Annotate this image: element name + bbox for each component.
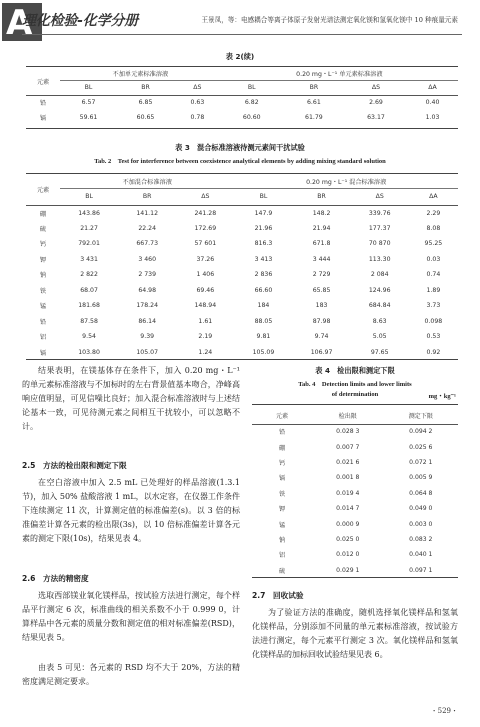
value-cell: 69.46 [196, 286, 215, 294]
paragraph-results: 结果表明，在镁基体存在条件下，加入 0.20 mg・L⁻¹ 的单元素标准溶液与不加标时的左右背景值基本吻合，净峰高响应值明显，可见信噪比良好；加入混合标准溶液时与上述结论基本一致，可见待测元素之间相互干扰较小，可以忽略不计。 [22, 366, 240, 431]
value-cell: 9.81 [256, 333, 271, 341]
value-cell: 3 431 [80, 255, 98, 263]
table2-caption: 表 2(续) [225, 52, 255, 61]
table-row [26, 283, 458, 299]
value-cell: 0.028 3 [336, 428, 360, 436]
value-cell: 143.86 [78, 209, 100, 217]
value-cell: 3 413 [254, 255, 273, 263]
value-cell: 8.63 [372, 317, 387, 325]
value-cell: 0.019 4 [336, 489, 360, 497]
table3-element-header: 元素 [36, 187, 50, 195]
table3-subheader: BR [317, 193, 326, 200]
table2-group2: 0.20 mg・L⁻¹ 单元素标准溶液 [221, 68, 458, 80]
value-cell: 147.9 [254, 209, 273, 217]
value-cell: 792.01 [78, 240, 100, 248]
value-cell: 37.26 [196, 255, 215, 263]
value-cell: 671.8 [312, 240, 331, 248]
table2 [26, 68, 458, 125]
element-cell: 铝 [278, 552, 286, 560]
table2-subheader: ΔA [428, 84, 437, 91]
element-cell: 锰 [39, 303, 47, 311]
table-row [252, 516, 458, 531]
table-row [252, 501, 458, 516]
table-row: 镉 59.61 60.65 0.78 60.60 61.79 63.17 1.03 [39, 114, 440, 122]
table3-bottom-rule [26, 359, 458, 360]
value-cell: 0.097 1 [409, 566, 433, 574]
journal-name: 理化检验-化学分册 [22, 13, 139, 29]
value-cell: 2 084 [370, 271, 389, 279]
table-row [26, 205, 458, 221]
table2-bottom-rule [26, 128, 458, 129]
table-row [252, 486, 458, 501]
table3-subheader: BL [259, 193, 268, 200]
value-cell: 0.92 [426, 348, 441, 356]
element-cell: 锰 [278, 521, 286, 529]
table-row [26, 329, 458, 345]
table3-body [26, 205, 458, 360]
value-cell: 2.19 [198, 333, 213, 341]
value-cell: 68.07 [80, 286, 98, 294]
value-cell: 816.3 [254, 240, 273, 248]
element-cell: 铁 [278, 490, 286, 498]
value-cell: 106.97 [310, 348, 333, 356]
value-cell: 2 836 [254, 271, 273, 279]
element-cell: 镉 [278, 475, 286, 483]
element-cell: 硼 [278, 444, 286, 452]
value-cell: 181.68 [78, 302, 100, 310]
section-heading-2-5: 2.5 方法的检出限和测定下限 [22, 461, 127, 470]
table3-top-rule [26, 173, 458, 174]
table3-subheader: ΔA [429, 193, 438, 200]
element-cell: 钠 [278, 536, 286, 544]
table-row [252, 547, 458, 562]
table4-header-ll: 测定下限 [408, 412, 433, 420]
value-cell: 113.30 [368, 255, 391, 263]
element-cell: 硼 [39, 210, 47, 218]
value-cell: 9.39 [140, 333, 155, 341]
value-cell: 22.24 [138, 224, 157, 232]
table4-caption-en2: of determination [331, 391, 379, 398]
value-cell: 178.24 [136, 302, 159, 310]
element-cell: 铁 [39, 287, 47, 295]
element-cell: 硫 [278, 567, 286, 575]
element-cell: 铝 [39, 334, 47, 342]
value-cell: 2 729 [312, 271, 331, 279]
table4 [252, 407, 458, 578]
value-cell: 0.029 1 [336, 566, 360, 574]
table-row [26, 267, 458, 283]
value-cell: 95.25 [424, 240, 443, 248]
value-cell: 0.53 [426, 333, 441, 341]
svg-text:A: A [6, 3, 33, 41]
table-row: 铅 6.57 6.85 0.63 6.82 6.61 2.69 0.40 [39, 99, 440, 108]
table4-top-rule [252, 404, 458, 405]
value-cell: 2.29 [426, 209, 441, 217]
value-cell: 66.60 [254, 286, 273, 294]
value-cell: 3 444 [312, 255, 331, 263]
value-cell: 184 [257, 302, 270, 310]
table4-header-dl: 检出限 [338, 412, 357, 420]
element-cell: 铅 [39, 318, 47, 326]
value-cell: 88.05 [254, 317, 273, 325]
table3-subheader: ΔS [375, 193, 384, 200]
table-row [26, 252, 458, 268]
table-row [252, 563, 458, 578]
table3-subheader: ΔS [201, 193, 210, 200]
value-cell: 241.28 [194, 209, 217, 217]
table4-header-element: 元素 [275, 412, 289, 420]
element-cell: 铅 [278, 429, 286, 437]
value-cell: 1.24 [198, 348, 213, 356]
table2-subheader: BR [309, 84, 319, 91]
value-cell: 21.96 [254, 224, 273, 232]
value-cell: 87.98 [312, 317, 331, 325]
running-title: 王景凤，等：电感耦合等离子体原子发射光谱法测定氧化镁和氢氧化镁中 10 种痕量元素 [201, 16, 458, 24]
table4-bottom-rule [252, 577, 458, 578]
table2-subheader: ΔS [193, 84, 202, 91]
value-cell: 148.2 [312, 209, 331, 217]
paragraph-precision: 选取西部镁业氧化镁样品，按试验方法进行测定，每个样品平行测定 6 次，标准曲线的相关系数不小于 0.999 0，计算样品中各元素的质量分数和测定值的相对标准偏差(RSD)，结果见表 5。 [22, 591, 240, 642]
value-cell: 9.54 [82, 333, 96, 341]
value-cell: 57 601 [194, 240, 217, 248]
section-heading-2-6: 2.6 方法的精密度 [22, 574, 89, 583]
value-cell: 684.84 [368, 302, 391, 310]
value-cell: 0.005 9 [409, 474, 433, 482]
value-cell: 0.007 7 [336, 443, 360, 451]
table2-element-header: 元素 [36, 78, 50, 86]
table-row [252, 439, 458, 454]
value-cell: 65.85 [312, 286, 331, 294]
value-cell: 97.65 [370, 348, 389, 356]
value-cell: 172.69 [194, 224, 217, 232]
paragraph-detection: 在空白溶液中加入 2.5 mL 已处理好的样品溶液(1.3.1 节)，加入 50% 盐酸溶液 1 mL，以水定容，在仪器工作条件下连续测定 11 次，计算测定值的标准偏差(s)。以 3 倍的标准偏差计算各元素的检出限(3s)，以 10 倍标准偏差计算各元素的测定下限(10s)，结果见表 4。 [22, 478, 240, 543]
header-rule [22, 34, 462, 35]
value-cell: 0.012 0 [336, 551, 360, 559]
table4-caption-en1: Tab. 4 Detection limits and lower limits [298, 381, 412, 388]
value-cell: 103.80 [78, 348, 100, 356]
value-cell: 177.37 [368, 224, 391, 232]
table-row [252, 532, 458, 547]
value-cell: 70 870 [368, 240, 391, 248]
table3-group1: 不加混合标准溶液 [60, 175, 234, 188]
value-cell: 0.025 6 [409, 443, 433, 451]
table4-unit: mg・kg⁻¹ [428, 393, 456, 400]
paragraph-recovery: 为了验证方法的准确度，随机选择氧化镁样品和氢氧化镁样品，分别添加不同量的单元素标准溶液，按试验方法进行测定，每个元素平行测定 3 次。氧化镁样品和氢氧化镁样品的加标回收试验结果见表 6。 [252, 608, 458, 659]
value-cell: 339.76 [368, 209, 391, 217]
value-cell: 64.98 [138, 286, 157, 294]
value-cell: 0.001 8 [336, 474, 360, 482]
value-cell: 0.025 0 [336, 535, 360, 543]
value-cell: 183 [315, 302, 328, 310]
value-cell: 2 739 [138, 271, 157, 279]
value-cell: 124.96 [368, 286, 391, 294]
value-cell: 0.072 1 [409, 458, 433, 466]
page-header [0, 0, 480, 44]
element-cell: 硫 [39, 225, 47, 233]
table4-caption-zh: 表 4 检出限和测定下限 [315, 366, 395, 375]
value-cell: 3.73 [426, 302, 441, 310]
value-cell: 0.083 2 [409, 535, 433, 543]
table2-subheader: BR [141, 84, 150, 91]
value-cell: 21.94 [312, 224, 331, 232]
table-row [26, 314, 458, 330]
table2-subheader: BL [84, 84, 93, 91]
table-row [26, 345, 458, 361]
element-cell: 钠 [39, 272, 47, 280]
value-cell: 2 822 [80, 271, 98, 279]
value-cell: 3 460 [138, 255, 157, 263]
value-cell: 1 406 [196, 271, 215, 279]
value-cell: 87.58 [80, 317, 98, 325]
section-heading-2-7: 2.7 回收试验 [252, 591, 304, 600]
table-row [26, 221, 458, 237]
value-cell: 148.94 [194, 302, 217, 310]
table2-subheader: BL [247, 84, 256, 91]
table-row [252, 470, 458, 485]
table-row [252, 455, 458, 470]
table3-subheader: BL [85, 193, 93, 200]
table2-subheader: ΔS [371, 84, 381, 91]
table2-group1: 不加单元素标准溶液 [60, 68, 221, 80]
table4-body [252, 424, 458, 578]
value-cell: 667.73 [136, 240, 159, 248]
value-cell: 105.09 [252, 348, 275, 356]
paragraph-rsd: 由表 5 可见：各元素的 RSD 均不大于 20%，方法的精密度满足测定要求。 [22, 663, 240, 686]
element-cell: 钾 [278, 506, 286, 514]
table2-top-rule [26, 66, 458, 67]
value-cell: 9.74 [314, 333, 329, 341]
value-cell: 0.098 [424, 317, 443, 325]
value-cell: 86.14 [138, 317, 157, 325]
value-cell: 1.89 [426, 286, 441, 294]
value-cell: 0.064 8 [409, 489, 433, 497]
value-cell: 5.05 [372, 333, 387, 341]
value-cell: 0.000 9 [336, 520, 360, 528]
element-cell: 钙 [278, 459, 286, 467]
value-cell: 0.014 7 [336, 505, 360, 513]
value-cell: 141.12 [136, 209, 159, 217]
value-cell: 1.61 [198, 317, 213, 325]
table3-subheader: BR [142, 193, 152, 200]
value-cell: 0.74 [426, 271, 441, 279]
table-row [26, 236, 458, 252]
element-cell: 钙 [39, 241, 47, 249]
table3-group2: 0.20 mg・L⁻¹ 混合标准溶液 [234, 175, 458, 188]
table3-caption-en: Tab. 2 Test for interference between coexistence analytical elements by adding mixing standard solution [94, 158, 386, 165]
value-cell: 21.27 [80, 224, 98, 232]
value-cell: 105.07 [136, 348, 159, 356]
page-number: ・529・ [430, 707, 458, 715]
value-cell: 8.08 [426, 224, 441, 232]
table3 [26, 175, 458, 360]
value-cell: 0.094 2 [409, 428, 433, 436]
element-cell: 钾 [39, 256, 47, 264]
table-row [252, 424, 458, 439]
value-cell: 0.040 1 [409, 551, 433, 559]
value-cell: 0.003 0 [409, 520, 433, 528]
value-cell: 0.021 6 [336, 458, 360, 466]
value-cell: 0.049 0 [409, 505, 433, 513]
value-cell: 0.03 [426, 255, 441, 263]
table3-caption-zh: 表 3 混合标准溶液待测元素间干扰试验 [175, 143, 305, 152]
table-row [26, 298, 458, 314]
element-cell: 镉 [39, 349, 47, 357]
